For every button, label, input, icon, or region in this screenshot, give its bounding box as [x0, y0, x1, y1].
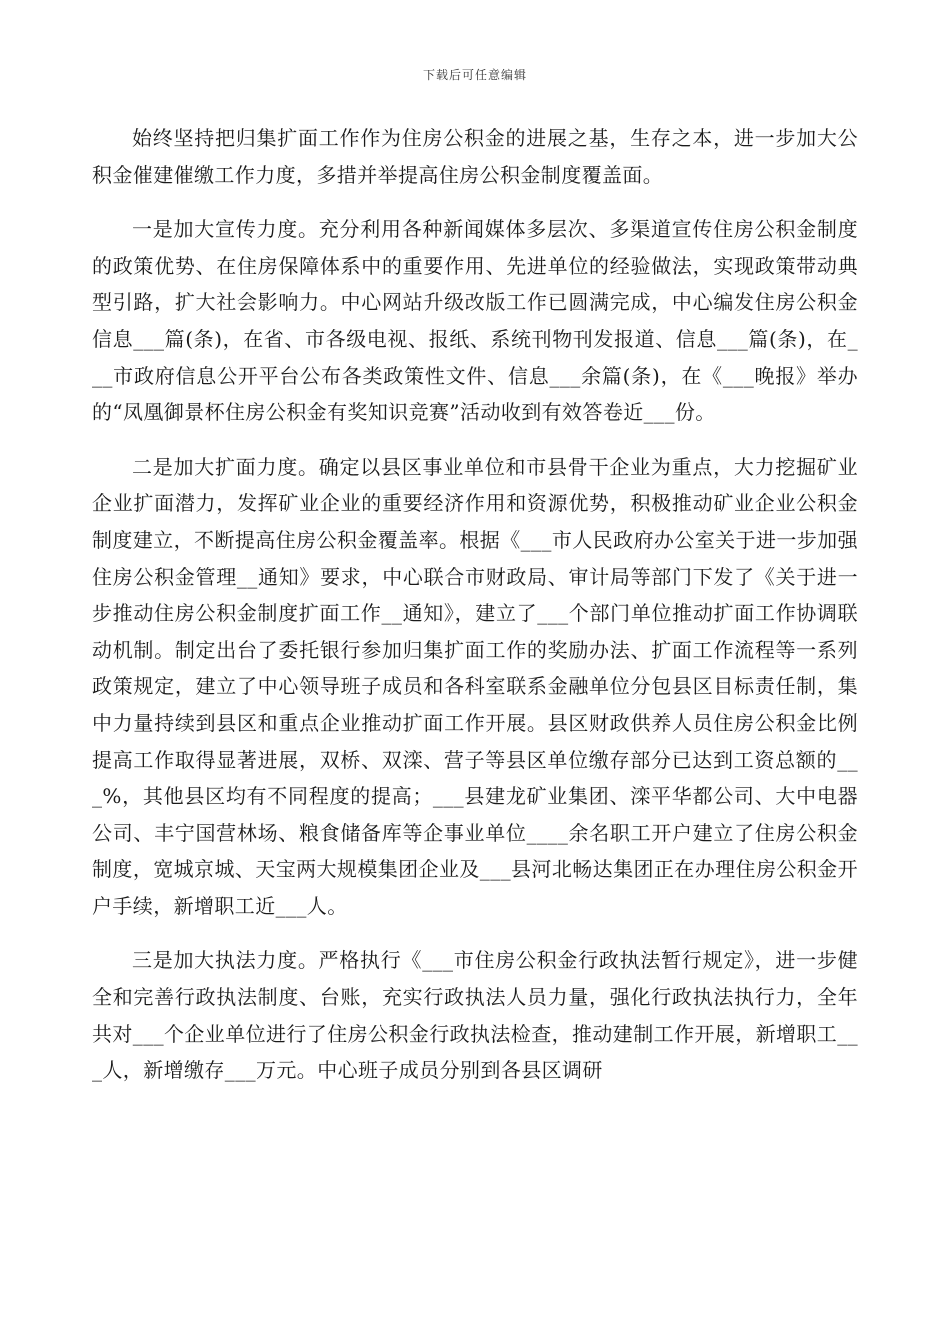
page-header-note: 下载后可任意编辑 [422, 68, 527, 82]
paragraph-intro: 始终坚持把归集扩面工作作为住房公积金的进展之基，生存之本，进一步加大公积金催建催缴工作力度，多措并举提高住房公积金制度覆盖面。 [92, 126, 858, 187]
paragraph-coverage: 二是加大扩面力度。确定以县区事业单位和市县骨干企业为重点，大力挖掘矿业企业扩面潜力，发挥矿业企业的重要经济作用和资源优势，积极推动矿业企业公积金制度建立，不断提高住房公积金覆盖率。根据《___市人民政府办公室关于进一步加强住房公积金管理__通知》要求，中心联合市财政局、审计局等部门下发了《关于进一步推动住房公积金制度扩面工作__通知》，建立了___个部门单位推动扩面工作协调联动机制。制定出台了委托银行参加归集扩面工作的奖励办法、扩面工作流程等一系列政策规定，建立了中心领导班子成员和各科室联系金融单位分包县区目标责任制，集中力量持续到县区和重点企业推动扩面工作开展。县区财政供养人员住房公积金比例提高工作取得显著进展，双桥、双滦、营子等县区单位缴存部分已达到工资总额的___%，其他县区均有不同程度的提高；___县建龙矿业集团、滦平华都公司、大中电器公司、丰宁国营林场、粮食储备库等企事业单位____余名职工开户建立了住房公积金制度，宽城京城、天宝两大规模集团企业及___县河北畅达集团正在办理住房公积金开户手续，新增职工近___人。 [92, 454, 858, 918]
paragraph-enforcement: 三是加大执法力度。严格执行《___市住房公积金行政执法暂行规定》，进一步健全和完善行政执法制度、台账，充实行政执法人员力量，强化行政执法执行力，全年共对___个企业单位进行了住房公积金行政执法检查，推动建制工作开展，新增职工___人，新增缴存___万元。中心班子成员分别到各县区调研 [92, 948, 858, 1083]
paragraph-publicity: 一是加大宣传力度。充分利用各种新闻媒体多层次、多渠道宣传住房公积金制度的政策优势、在住房保障体系中的重要作用、先进单位的经验做法，实现政策带动典型引路，扩大社会影响力。中心网站升级改版工作已圆满完成，中心编发住房公积金信息___篇(条)，在省、市各级电视、报纸、系统刊物刊发报道、信息___篇(条)，在___市政府信息公开平台公布各类政策性文件、信息___余篇(条)，在《___晚报》举办的“凤凰御景杯住房公积金有奖知识竞赛”活动收到有效答卷近___份。 [92, 217, 858, 425]
document-body [92, 120, 858, 1107]
